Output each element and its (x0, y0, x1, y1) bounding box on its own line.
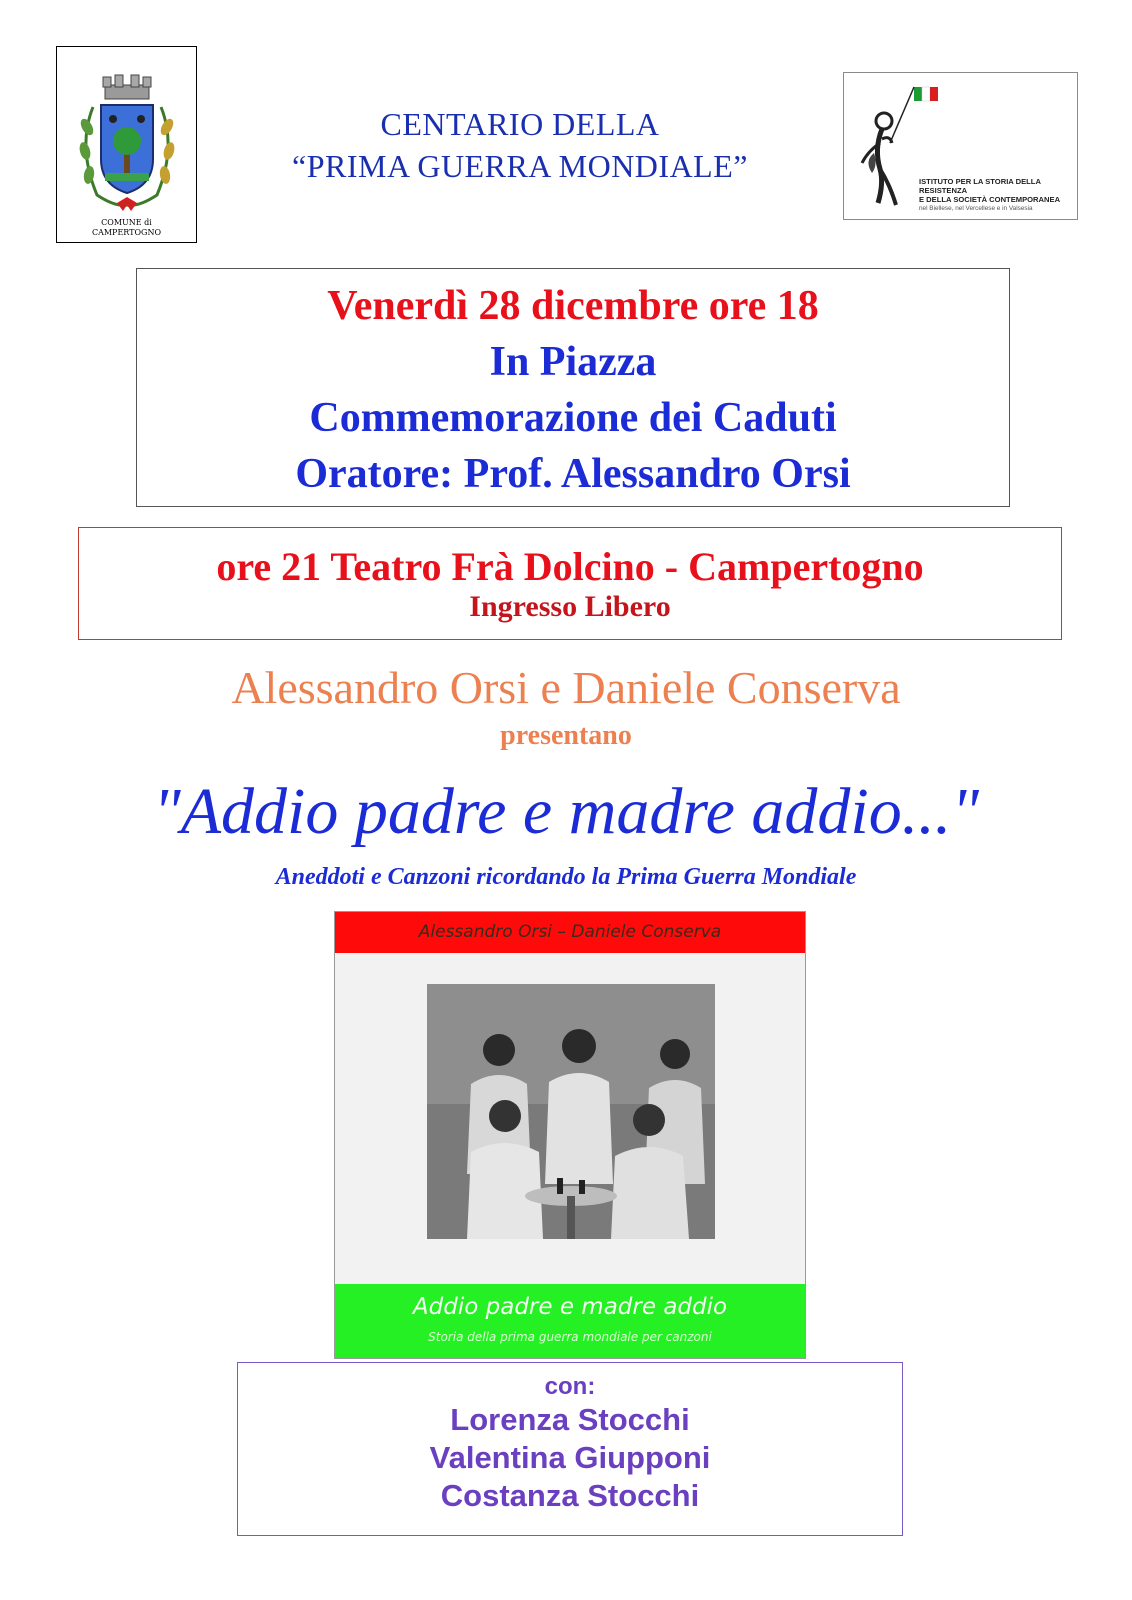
book-cover-title: Addio padre e madre addio (412, 1294, 728, 1320)
comune-caption-line2: CAMPERTOGNO (91, 228, 162, 237)
commemoration-event: Commemorazione dei Caduti (309, 395, 837, 441)
cast-name: Costanza Stocchi (440, 1478, 700, 1513)
comune-caption (57, 218, 196, 238)
show-presenters: Alessandro Orsi e Daniele Conserva (231, 662, 901, 713)
commemoration-date: Venerdì 28 dicembre ore 18 (327, 283, 819, 329)
evening-entry: Ingresso Libero (469, 590, 671, 623)
crest-emblem (57, 47, 198, 244)
istituto-name (919, 177, 1077, 213)
title-line1: CENTARIO DELLA (380, 106, 660, 142)
istituto-line1: ISTITUTO PER LA STORIA DELLA RESISTENZA (919, 177, 1041, 195)
evening-box (78, 527, 1062, 640)
show-title: "Addio padre e madre addio..." (153, 775, 979, 848)
book-cover-authors: Alessandro Orsi – Daniele Conserva (335, 912, 805, 953)
istituto-line3: nel Biellese, nel Vercellese e in Valsesia (919, 205, 1033, 212)
commemoration-place: In Piazza (489, 339, 657, 385)
page-title (230, 103, 810, 187)
evening-venue: ore 21 Teatro Frà Dolcino - Campertogno (216, 544, 924, 589)
book-cover (334, 911, 806, 1359)
cast-box (237, 1362, 903, 1536)
soldiers-photo (427, 984, 715, 1239)
commemoration-box (136, 268, 1010, 507)
istituto-line2: E DELLA SOCIETÀ CONTEMPORANEA (919, 195, 1061, 204)
show-presentano: presentano (500, 720, 632, 751)
comune-caption-line1: COMUNE di (101, 218, 152, 227)
cast-label: con: (544, 1373, 596, 1400)
book-cover-band (335, 1284, 805, 1358)
show-subtitle: Aneddoti e Canzoni ricordando la Prima Guerra Mondiale (275, 864, 857, 890)
comune-crest-logo (56, 46, 197, 243)
commemoration-speaker: Oratore: Prof. Alessandro Orsi (295, 451, 851, 497)
istituto-logo (843, 72, 1078, 220)
cast-name: Valentina Giupponi (429, 1440, 711, 1475)
title-line2: “PRIMA GUERRA MONDIALE” (292, 148, 748, 184)
cast-name: Lorenza Stocchi (450, 1402, 690, 1437)
book-cover-subtitle: Storia della prima guerra mondiale per canzoni (428, 1330, 712, 1344)
